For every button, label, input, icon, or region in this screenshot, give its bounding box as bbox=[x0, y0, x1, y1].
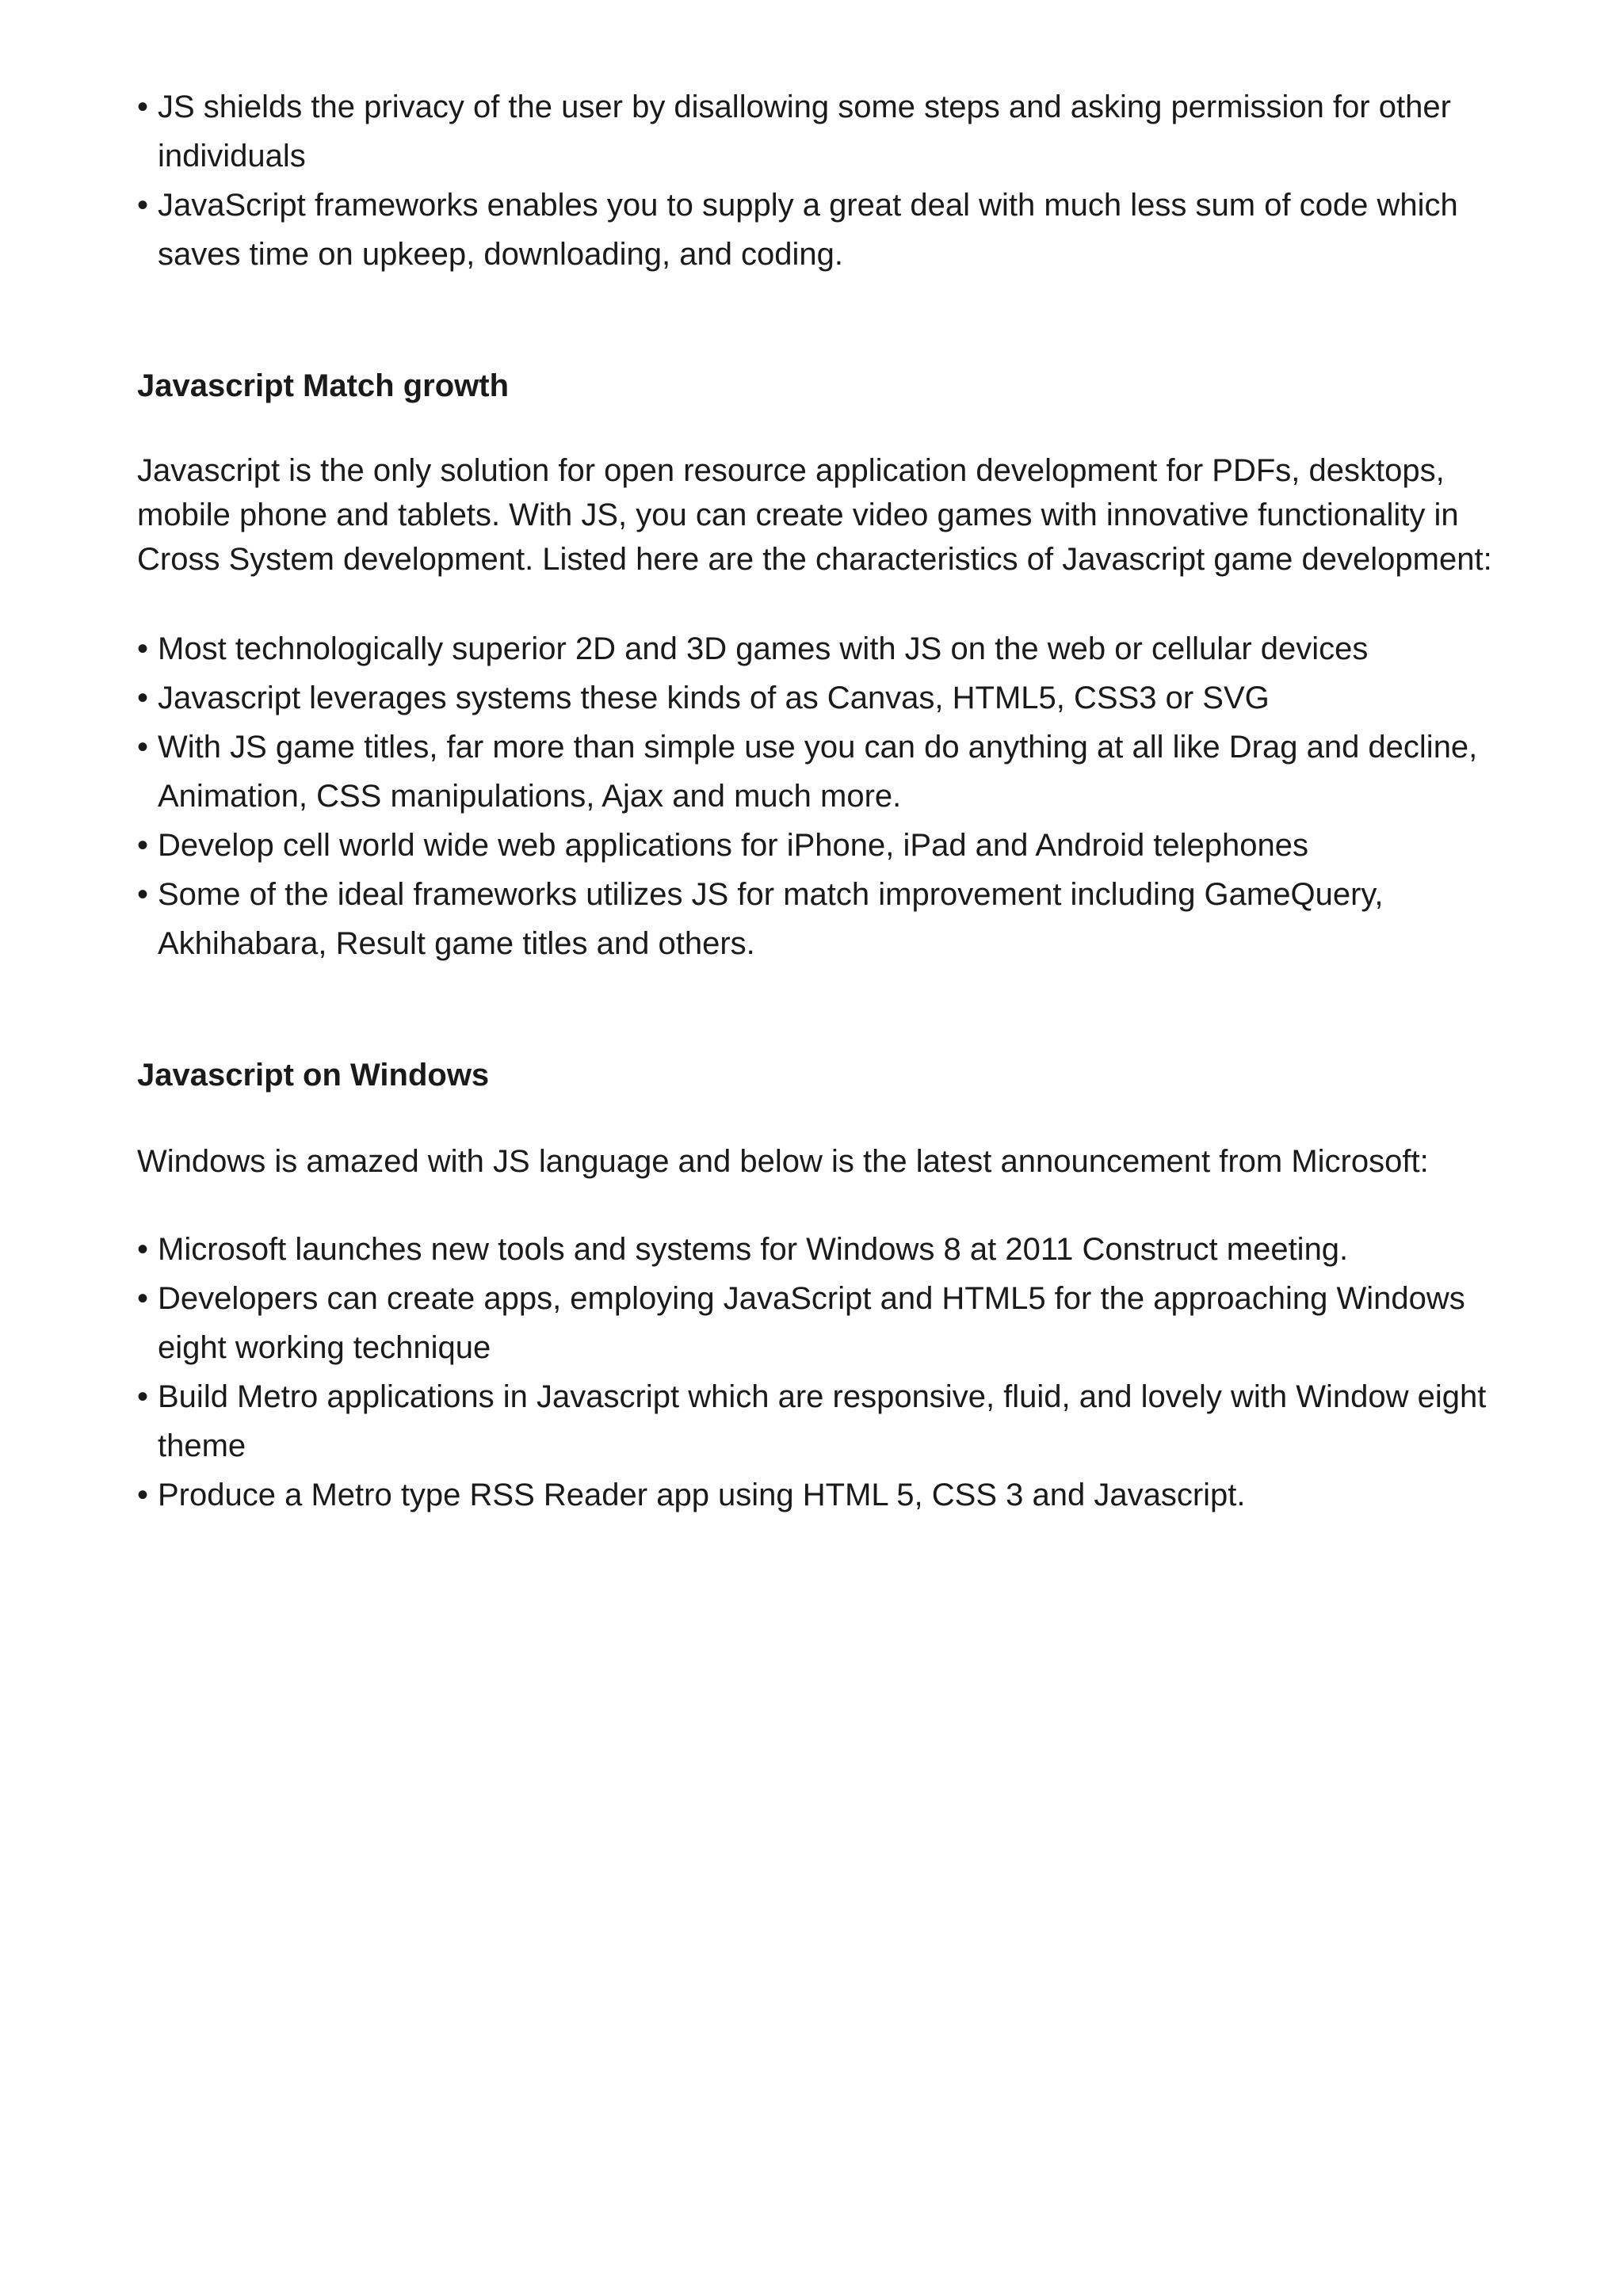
list-item bbox=[137, 1274, 1516, 1372]
bullet-text: JavaScript frameworks enables you to supply a great deal with much less sum of code which saves time on upkeep, downloading, and coding. bbox=[158, 188, 1458, 272]
bullet-marker: • bbox=[137, 1379, 149, 1414]
bullet-text: Most technologically superior 2D and 3D games with JS on the web or cellular devices bbox=[158, 631, 1369, 666]
windows-bullet-list bbox=[137, 1225, 1516, 1520]
bullet-text: Produce a Metro type RSS Reader app using HTML 5, CSS 3 and Javascript. bbox=[158, 1478, 1246, 1512]
bullet-marker: • bbox=[137, 188, 149, 223]
bullet-marker: • bbox=[137, 1232, 149, 1267]
list-item bbox=[137, 181, 1516, 279]
list-item bbox=[137, 1470, 1516, 1520]
bullet-text: With JS game titles, far more than simple use you can do anything at all like Drag and decline, Animation, CSS manipulations, Ajax and much more. bbox=[158, 730, 1478, 814]
list-item bbox=[137, 821, 1516, 870]
section-paragraph-windows: Windows is amazed with JS language and below is the latest announcement from Microsoft: bbox=[137, 1144, 1429, 1179]
bullet-text: Some of the ideal frameworks utilizes JS for match improvement including GameQuery, Akhihabara, Result game titles and others. bbox=[158, 877, 1384, 961]
game-bullet-list bbox=[137, 624, 1516, 968]
section-heading-windows: Javascript on Windows bbox=[137, 1058, 490, 1093]
bullet-marker: • bbox=[137, 631, 149, 666]
bullet-text: Develop cell world wide web applications for iPhone, iPad and Android telephones bbox=[158, 828, 1309, 863]
list-item bbox=[137, 624, 1516, 673]
list-item bbox=[137, 82, 1516, 181]
bullet-marker: • bbox=[137, 730, 149, 765]
bullet-text: Build Metro applications in Javascript which are responsive, fluid, and lovely with Window eight theme bbox=[158, 1379, 1487, 1463]
document-page bbox=[137, 82, 1516, 1520]
section-paragraph-game: Javascript is the only solution for open resource application development for PDFs, desktops, mobile phone and tablets. With JS, you can create video games with innovative functionality in Cross System development. Listed here are the characteristics of Javascript game development: bbox=[137, 453, 1492, 577]
intro-bullet-list bbox=[137, 82, 1516, 279]
list-item bbox=[137, 1372, 1516, 1470]
bullet-marker: • bbox=[137, 828, 149, 863]
bullet-text: Microsoft launches new tools and systems for Windows 8 at 2011 Construct meeting. bbox=[158, 1232, 1349, 1267]
bullet-marker: • bbox=[137, 1281, 149, 1316]
list-item bbox=[137, 673, 1516, 723]
bullet-text: JS shields the privacy of the user by disallowing some steps and asking permission for other individuals bbox=[158, 90, 1451, 174]
section-heading-game: Javascript Match growth bbox=[137, 368, 510, 403]
bullet-text: Developers can create apps, employing JavaScript and HTML5 for the approaching Windows eight working technique bbox=[158, 1281, 1465, 1365]
bullet-marker: • bbox=[137, 90, 149, 124]
bullet-marker: • bbox=[137, 877, 149, 912]
bullet-marker: • bbox=[137, 1478, 149, 1512]
bullet-marker: • bbox=[137, 681, 149, 715]
list-item bbox=[137, 870, 1516, 968]
list-item bbox=[137, 723, 1516, 821]
bullet-text: Javascript leverages systems these kinds of as Canvas, HTML5, CSS3 or SVG bbox=[158, 681, 1270, 715]
list-item bbox=[137, 1225, 1516, 1274]
